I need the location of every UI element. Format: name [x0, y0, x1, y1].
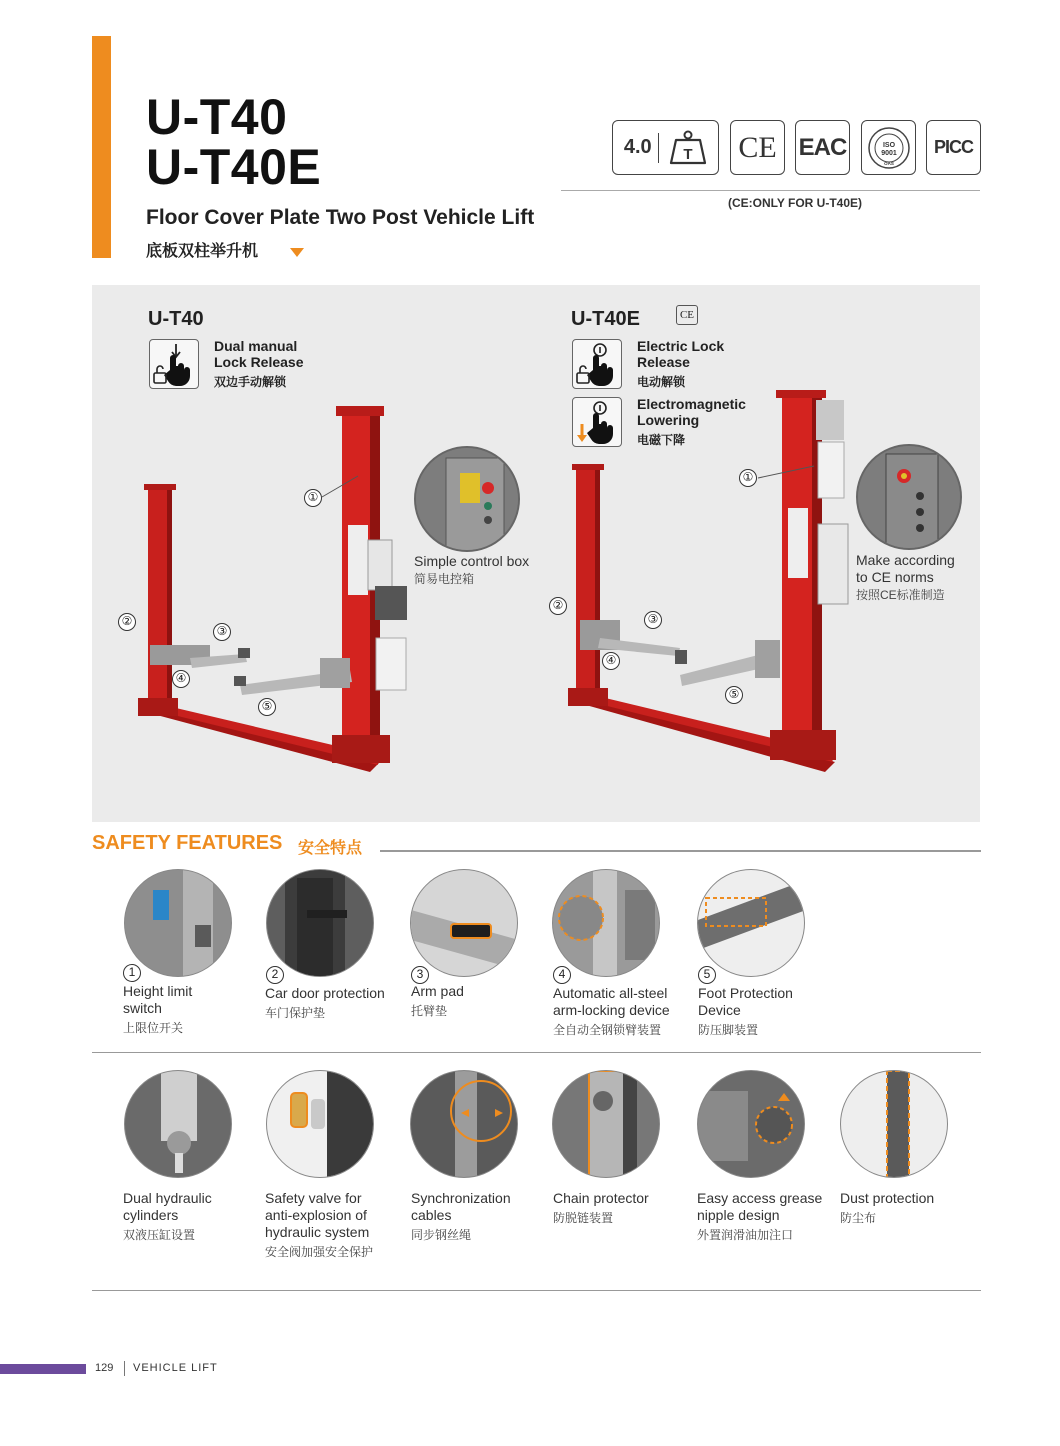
svg-text:T: T	[683, 145, 693, 163]
callout-number: ④	[602, 652, 620, 670]
caption-en: to CE norms	[856, 569, 934, 585]
grease-nipple-photo	[697, 1070, 805, 1178]
feature-label-cn: 电磁下降	[637, 433, 686, 447]
leader-line	[320, 470, 360, 500]
u-t40e-feature-1	[637, 338, 724, 390]
footer-accent-bar	[0, 1364, 86, 1374]
feature-caption	[265, 1190, 373, 1260]
caption-cn: 按照CE标准制造	[856, 588, 945, 602]
callout-number: ③	[644, 611, 662, 629]
foot-protection-photo	[697, 869, 805, 977]
eac-badge	[795, 120, 850, 175]
page-title	[146, 89, 322, 195]
synchronization-cables-photo	[410, 1070, 518, 1178]
divider	[92, 1052, 981, 1053]
callout-number: ⑤	[258, 698, 276, 716]
feature-caption	[411, 1190, 511, 1243]
picc-badge	[926, 120, 981, 175]
caption-cn: 防尘布	[840, 1211, 877, 1225]
feature-number: 4	[553, 966, 571, 984]
caption-cn: 同步钢丝绳	[411, 1228, 472, 1242]
caption-en: Safety valve for	[265, 1190, 362, 1206]
control-box-photo	[414, 446, 520, 552]
accent-bar	[92, 36, 111, 258]
caption-en: Automatic all-steel	[553, 985, 668, 1001]
feature-label: Dual manual	[214, 338, 298, 354]
callout-number: ①	[304, 489, 322, 507]
hydraulic-cylinders-photo	[124, 1070, 232, 1178]
u-t40e-heading: U-T40E	[571, 308, 640, 330]
caption-cn: 安全阀加强安全保护	[265, 1245, 374, 1259]
electric-release-icon	[572, 339, 622, 389]
callout-number: ②	[549, 597, 567, 615]
ce-caption	[856, 552, 955, 603]
feature-caption	[553, 1190, 649, 1226]
iso-seal-icon	[867, 126, 911, 170]
caption-en: switch	[123, 1000, 162, 1016]
u-t40-lift-illustration	[120, 400, 450, 780]
caption-cn: 防压脚装置	[698, 1023, 759, 1037]
model-name-1: U-T40	[146, 89, 288, 145]
ce-mark-small: CE	[676, 305, 698, 325]
section-title-cn: 安全特点	[298, 840, 363, 857]
ce-badge	[730, 120, 785, 175]
feature-number: 5	[698, 966, 716, 984]
feature-number: 1	[123, 964, 141, 982]
callout-number: ④	[172, 670, 190, 688]
caption-cn: 上限位开关	[123, 1021, 184, 1035]
caption-cn: 全自动全钢锁臂装置	[553, 1023, 662, 1037]
caption-en: arm-locking device	[553, 1002, 670, 1018]
caption-cn: 简易电控箱	[414, 572, 475, 586]
ce-mark: CE	[738, 130, 777, 164]
divider	[380, 850, 981, 852]
arm-locking-device-photo	[552, 869, 660, 977]
caption-en: Device	[698, 1002, 741, 1018]
feature-label: Lock Release	[214, 354, 304, 370]
u-t40-heading: U-T40	[148, 308, 204, 330]
caption-en: Arm pad	[411, 983, 464, 999]
caption-en: Synchronization	[411, 1190, 511, 1206]
callout-number: ⑤	[725, 686, 743, 704]
caption-en: nipple design	[697, 1207, 780, 1223]
weight-icon	[669, 130, 707, 166]
section-title: SAFETY FEATURES	[92, 832, 283, 854]
feature-label-cn: 电动解锁	[637, 375, 686, 389]
ce-note: (CE:ONLY FOR U-T40E)	[728, 196, 863, 210]
subtitle-cn: 底板双柱举升机	[146, 243, 259, 260]
caption-en: Chain protector	[553, 1190, 649, 1206]
safety-valve-photo	[266, 1070, 374, 1178]
caption-en: Dust protection	[840, 1190, 935, 1206]
eac-mark: EAC	[798, 133, 847, 161]
height-limit-switch-photo	[124, 869, 232, 977]
caption-cn: 托臂垫	[411, 1004, 448, 1018]
u-t40-feature	[214, 338, 304, 390]
callout-number: ①	[739, 469, 757, 487]
callout-number: ③	[213, 623, 231, 641]
car-door-protection-photo	[266, 869, 374, 977]
feature-caption	[553, 985, 670, 1038]
ce-control-box-photo	[856, 444, 962, 550]
feature-label: Lowering	[637, 412, 700, 428]
feature-label: Release	[637, 354, 690, 370]
caption-cn: 双液压缸设置	[123, 1228, 196, 1242]
caption-en: anti-explosion of	[265, 1207, 367, 1223]
feature-number: 2	[266, 966, 284, 984]
caption-en: cylinders	[123, 1207, 179, 1223]
caption-en: Easy access grease	[697, 1190, 823, 1206]
feature-caption	[697, 1190, 822, 1243]
caption-cn: 外置润滑油加注口	[697, 1228, 794, 1242]
feature-caption	[123, 983, 192, 1036]
capacity-value: 4.0	[623, 136, 652, 158]
caption-en: Height limit	[123, 983, 193, 999]
divider	[561, 190, 980, 191]
subtitle-en: Floor Cover Plate Two Post Vehicle Lift	[146, 206, 535, 229]
control-box-caption	[414, 553, 529, 587]
divider	[92, 1290, 981, 1291]
caption-cn: 车门保护垫	[265, 1006, 326, 1020]
feature-number: 3	[411, 966, 429, 984]
caption-cn: 防脱链装置	[553, 1211, 614, 1225]
leader-line	[756, 462, 816, 482]
caption-en: Simple control box	[414, 553, 530, 569]
caption-en: hydraulic system	[265, 1224, 370, 1240]
feature-caption	[411, 983, 464, 1019]
page-number: 129	[95, 1362, 114, 1374]
svg-text:ISO: ISO	[882, 141, 895, 149]
caption-en: Dual hydraulic	[123, 1190, 212, 1206]
manual-release-icon	[149, 339, 199, 389]
picc-mark: PICC	[933, 137, 973, 157]
feature-label-cn: 双边手动解锁	[214, 375, 287, 389]
triangle-down-icon	[290, 248, 304, 257]
arm-pad-photo	[410, 869, 518, 977]
feature-caption	[265, 985, 385, 1021]
iso-badge	[861, 120, 916, 175]
capacity-badge	[612, 120, 719, 175]
feature-label: Electromagnetic	[637, 396, 746, 412]
feature-caption	[840, 1190, 934, 1226]
caption-en: Car door protection	[265, 985, 385, 1001]
caption-en: Make according	[856, 552, 955, 568]
feature-caption	[698, 985, 793, 1038]
u-t40e-lift-illustration	[560, 390, 860, 780]
feature-label: Electric Lock	[637, 338, 725, 354]
caption-en: Foot Protection	[698, 985, 793, 1001]
svg-text:9001: 9001	[880, 149, 897, 157]
dust-protection-photo	[840, 1070, 948, 1178]
model-name-2: U-T40E	[146, 139, 322, 195]
callout-number: ②	[118, 613, 136, 631]
section-name: VEHICLE LIFT	[133, 1362, 218, 1374]
feature-caption	[123, 1190, 212, 1243]
svg-text:OAS: OAS	[883, 160, 894, 166]
caption-en: cables	[411, 1207, 452, 1223]
footer-separator	[124, 1361, 125, 1376]
chain-protector-photo	[552, 1070, 660, 1178]
